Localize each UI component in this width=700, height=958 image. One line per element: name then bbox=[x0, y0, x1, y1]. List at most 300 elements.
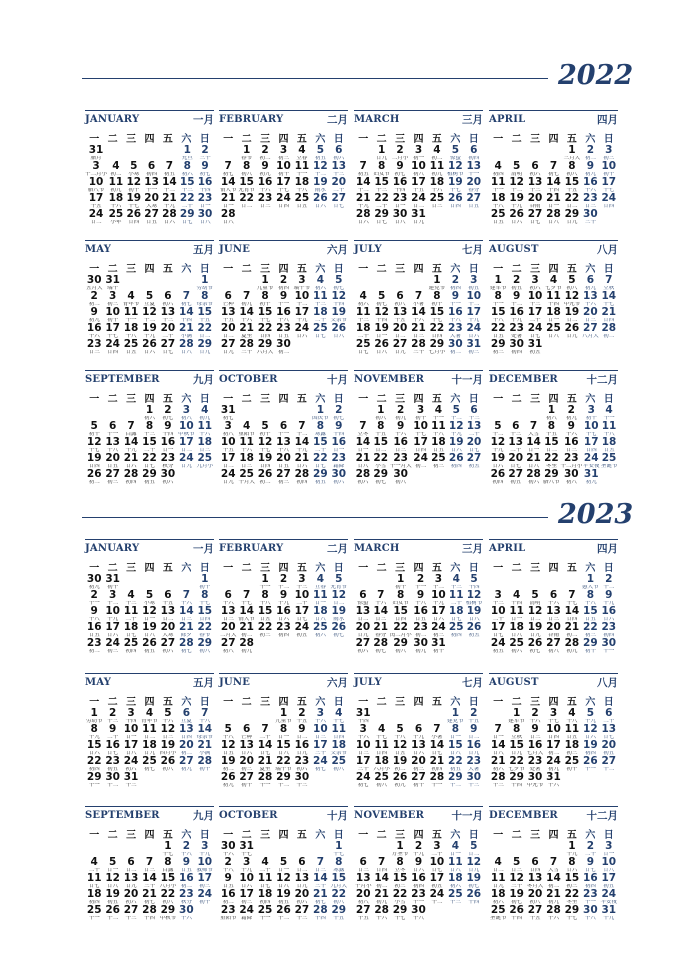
lunar-label: 初三 bbox=[277, 480, 289, 485]
day-number: 7 bbox=[224, 160, 232, 172]
day-cell bbox=[447, 574, 465, 590]
day-cell bbox=[581, 145, 599, 161]
lunar-label: 廿八 bbox=[449, 868, 461, 873]
day-cell bbox=[489, 724, 507, 740]
lunar-label: 初二 bbox=[241, 633, 253, 638]
weekday-label: 日 bbox=[333, 830, 344, 841]
day-number: 12 bbox=[160, 723, 176, 735]
day-number: 2 bbox=[261, 144, 269, 156]
month-name-cn: 七月 bbox=[462, 676, 483, 689]
weekday-label: 四 bbox=[413, 563, 424, 574]
weekday-label: 二 bbox=[376, 697, 387, 708]
day-cell bbox=[581, 606, 599, 622]
lunar-label: 初二 bbox=[259, 480, 271, 485]
day-cell bbox=[237, 622, 255, 638]
day-number: 11 bbox=[429, 160, 445, 172]
day-number: 6 bbox=[531, 856, 539, 868]
day-cell bbox=[237, 145, 255, 161]
day-cell bbox=[122, 307, 140, 323]
day-number: 31 bbox=[431, 637, 446, 649]
day-cell bbox=[330, 275, 348, 291]
day-number: 5 bbox=[164, 707, 172, 719]
lunar-label: 三十 bbox=[357, 767, 369, 772]
day-number: 3 bbox=[316, 707, 324, 719]
day-cell bbox=[581, 177, 599, 193]
day-number: 17 bbox=[601, 872, 617, 884]
day-cell bbox=[85, 161, 107, 177]
day-cell bbox=[430, 606, 448, 622]
day-number: 7 bbox=[261, 723, 269, 735]
day-cell bbox=[446, 291, 464, 307]
day-number: 20 bbox=[160, 621, 176, 633]
lunar-label: 廿八 bbox=[528, 464, 540, 469]
day-number: 31 bbox=[411, 208, 426, 220]
day-cell bbox=[177, 291, 195, 307]
day-number: 16 bbox=[583, 872, 598, 884]
day-cell bbox=[544, 307, 562, 323]
day-cell bbox=[274, 437, 292, 453]
lunar-label: 廿七 bbox=[333, 204, 345, 209]
day-cell bbox=[563, 905, 581, 921]
lunar-label: 十七 bbox=[241, 852, 253, 857]
lunar-label: 廿二 bbox=[468, 852, 480, 857]
lunar-label: 廿八 bbox=[603, 868, 615, 873]
day-cell bbox=[563, 708, 581, 724]
weekday-label: 三 bbox=[260, 134, 271, 145]
day-cell bbox=[447, 421, 465, 437]
lunar-label: 初八 bbox=[395, 480, 407, 485]
lunar-label: 十七 bbox=[566, 601, 578, 606]
day-cell bbox=[446, 724, 464, 740]
weekday-label: 五 bbox=[431, 134, 442, 145]
lunar-label: 初七 bbox=[547, 172, 559, 177]
lunar-label: 十三 bbox=[314, 302, 326, 307]
lunar-label: 廿六 bbox=[468, 334, 480, 339]
day-number: 15 bbox=[313, 436, 328, 448]
day-cell bbox=[311, 469, 329, 485]
lunar-label: 初六 bbox=[492, 767, 504, 772]
day-cell bbox=[177, 889, 195, 905]
day-number: 26 bbox=[313, 192, 328, 204]
day-cell bbox=[544, 708, 562, 724]
day-number: 22 bbox=[544, 452, 559, 464]
day-number: 23 bbox=[392, 192, 408, 204]
day-grid bbox=[219, 574, 348, 654]
weekday-label: 五 bbox=[162, 264, 173, 275]
day-cell bbox=[446, 873, 464, 889]
day-cell bbox=[563, 161, 581, 177]
day-cell bbox=[311, 437, 329, 453]
day-cell bbox=[409, 339, 427, 355]
day-number: 4 bbox=[549, 274, 558, 286]
lunar-label: 小寒 bbox=[143, 601, 155, 606]
day-number: 12 bbox=[313, 160, 328, 172]
lunar-label: 十六 bbox=[376, 916, 388, 921]
day-cell bbox=[330, 740, 348, 756]
weekday-label: 六 bbox=[585, 394, 596, 405]
day-number: 12 bbox=[527, 605, 543, 617]
day-number: 29 bbox=[197, 637, 213, 649]
day-number: 29 bbox=[564, 904, 580, 916]
lunar-label: 初五 bbox=[511, 286, 523, 291]
day-cell bbox=[237, 590, 255, 606]
day-number: 24 bbox=[601, 192, 617, 204]
weekday-label: 二 bbox=[107, 697, 118, 708]
day-cell bbox=[237, 339, 255, 355]
day-number: 8 bbox=[451, 723, 459, 735]
lunar-label: 初三 bbox=[241, 767, 253, 772]
day-cell bbox=[122, 622, 140, 638]
day-cell bbox=[465, 873, 483, 889]
day-cell bbox=[526, 275, 544, 291]
lunar-label: 廿三 bbox=[241, 464, 253, 469]
day-cell bbox=[311, 740, 329, 756]
month-name-en: OCTOBER bbox=[219, 809, 278, 821]
day-number: 23 bbox=[413, 621, 428, 633]
month-header bbox=[354, 110, 483, 127]
month-2022-october bbox=[219, 370, 348, 486]
weekday-label: 四 bbox=[144, 563, 155, 574]
lunar-label: 廿一 bbox=[449, 735, 461, 740]
weekday-label: 六 bbox=[585, 697, 596, 708]
day-number: 17 bbox=[431, 605, 446, 617]
weekday-label: 三 bbox=[395, 394, 406, 405]
weekday-label: 日 bbox=[199, 134, 210, 145]
weekday-label: 四 bbox=[413, 134, 424, 145]
day-number: 14 bbox=[179, 306, 194, 318]
lunar-label: 十七 bbox=[449, 188, 461, 193]
lunar-label: 二月大 bbox=[219, 633, 237, 638]
lunar-label: 十三 bbox=[357, 318, 369, 323]
lunar-label: 廿六 bbox=[163, 220, 175, 225]
lunar-label: 廿八 bbox=[107, 884, 119, 889]
day-number: 29 bbox=[160, 904, 176, 916]
lunar-label: 十三 bbox=[296, 585, 308, 590]
day-cell bbox=[390, 606, 412, 622]
day-number: 25 bbox=[197, 452, 213, 464]
day-cell bbox=[354, 469, 372, 485]
day-cell bbox=[372, 622, 390, 638]
lunar-label: 廿四 bbox=[107, 350, 119, 355]
lunar-label: 情人节 bbox=[219, 188, 237, 193]
lunar-label: 初二 bbox=[222, 900, 234, 905]
empty-cell bbox=[354, 841, 372, 857]
lunar-label: 初八 bbox=[222, 649, 234, 654]
day-number: 19 bbox=[220, 755, 236, 767]
day-cell bbox=[196, 622, 214, 638]
month-name-en: MARCH bbox=[354, 113, 400, 125]
day-number: 7 bbox=[568, 589, 576, 601]
day-cell bbox=[274, 469, 292, 485]
weekday-label: 五 bbox=[431, 563, 442, 574]
weekday-row bbox=[489, 559, 618, 574]
day-number: 23 bbox=[220, 904, 236, 916]
day-cell bbox=[582, 421, 600, 437]
day-number: 23 bbox=[86, 637, 102, 649]
lunar-label: 二十 bbox=[296, 601, 308, 606]
weekday-row bbox=[489, 130, 618, 145]
day-number: 29 bbox=[583, 637, 598, 649]
day-number: 13 bbox=[220, 306, 236, 318]
day-number: 25 bbox=[448, 888, 463, 900]
day-cell bbox=[507, 469, 525, 485]
day-cell bbox=[177, 905, 195, 921]
day-number: 19 bbox=[313, 176, 328, 188]
day-cell bbox=[391, 889, 409, 905]
day-number: 17 bbox=[294, 605, 310, 617]
day-number: 12 bbox=[142, 306, 157, 318]
weekday-label: 五 bbox=[296, 563, 307, 574]
day-cell bbox=[274, 291, 292, 307]
lunar-label: 十九 bbox=[163, 204, 175, 209]
lunar-label: 春分 bbox=[468, 188, 480, 193]
day-cell bbox=[409, 841, 427, 857]
weekday-label: 六 bbox=[181, 394, 192, 405]
day-cell bbox=[107, 193, 125, 209]
day-cell bbox=[159, 622, 177, 638]
lunar-label: 中元节 bbox=[526, 783, 544, 788]
day-cell bbox=[526, 873, 544, 889]
weekday-label: 一 bbox=[89, 697, 100, 708]
day-number: 5 bbox=[377, 290, 386, 302]
lunar-label: 青年节 bbox=[141, 719, 158, 724]
day-number: 15 bbox=[392, 872, 408, 884]
lunar-label: 初十 bbox=[199, 900, 211, 905]
day-number: 2 bbox=[298, 707, 306, 719]
day-cell bbox=[103, 421, 121, 437]
day-number: 24 bbox=[601, 888, 617, 900]
day-cell bbox=[582, 469, 600, 485]
day-cell bbox=[507, 889, 525, 905]
day-number: 25 bbox=[142, 755, 157, 767]
empty-cell bbox=[507, 574, 525, 590]
lunar-label: 廿二 bbox=[296, 735, 308, 740]
weekday-label: 四 bbox=[413, 264, 424, 275]
day-number: 18 bbox=[239, 452, 254, 464]
lunar-label: 廿二 bbox=[296, 868, 308, 873]
lunar-label: 廿七 bbox=[431, 751, 443, 756]
day-cell bbox=[372, 405, 390, 421]
year-title-2022: 2022 bbox=[558, 60, 634, 91]
lunar-label: 十四 bbox=[547, 188, 559, 193]
lunar-label: 廿六 bbox=[143, 350, 155, 355]
lunar-label: 廿二 bbox=[412, 204, 424, 209]
lunar-label: 廿九 bbox=[222, 480, 234, 485]
lunar-label: 十一 bbox=[449, 302, 461, 307]
day-cell bbox=[293, 177, 311, 193]
day-cell bbox=[600, 145, 618, 161]
lunar-label: 十三 bbox=[492, 601, 504, 606]
lunar-label: 初十 bbox=[199, 767, 211, 772]
lunar-label: 十六 bbox=[222, 852, 234, 857]
lunar-label: 初六 bbox=[125, 767, 137, 772]
day-number: 1 bbox=[494, 274, 502, 286]
day-number: 21 bbox=[373, 621, 389, 633]
weekday-label: 二 bbox=[107, 134, 118, 145]
lunar-label: 十七 bbox=[88, 448, 100, 453]
lunar-label: 廿一 bbox=[449, 852, 461, 857]
day-number: 8 bbox=[145, 420, 154, 432]
empty-cell bbox=[122, 405, 140, 421]
lunar-label: 廿一 bbox=[547, 204, 559, 209]
day-number: 8 bbox=[335, 856, 343, 868]
month-header bbox=[219, 370, 348, 387]
day-cell bbox=[489, 740, 507, 756]
day-cell bbox=[311, 606, 329, 622]
lunar-label: 十二 bbox=[143, 318, 155, 323]
day-number: 11 bbox=[313, 589, 328, 601]
day-cell bbox=[525, 469, 543, 485]
day-number: 8 bbox=[316, 420, 324, 432]
lunar-label: 廿五 bbox=[222, 751, 234, 756]
weekday-label: 一 bbox=[358, 264, 369, 275]
day-number: 20 bbox=[527, 888, 543, 900]
day-cell bbox=[372, 873, 390, 889]
day-grid bbox=[354, 145, 483, 225]
day-cell bbox=[581, 889, 599, 905]
day-grid bbox=[219, 275, 348, 355]
day-number: 18 bbox=[142, 739, 157, 751]
day-number: 10 bbox=[355, 739, 371, 751]
day-number: 4 bbox=[201, 404, 209, 416]
lunar-label: 十六 bbox=[412, 318, 424, 323]
day-cell bbox=[311, 857, 329, 873]
day-cell bbox=[507, 193, 525, 209]
day-cell bbox=[412, 405, 430, 421]
day-cell bbox=[465, 421, 483, 437]
day-number: 9 bbox=[261, 160, 269, 172]
day-cell bbox=[237, 857, 255, 873]
day-cell bbox=[560, 437, 582, 453]
lunar-label: 三十 bbox=[199, 156, 211, 161]
weekday-row bbox=[354, 390, 483, 405]
day-cell bbox=[140, 453, 158, 469]
month-name-en: JULY bbox=[354, 676, 382, 688]
lunar-label: 十五 bbox=[394, 318, 406, 323]
day-cell bbox=[372, 209, 390, 225]
lunar-label: 初四 bbox=[492, 480, 504, 485]
day-number: 25 bbox=[374, 771, 389, 783]
day-cell bbox=[581, 291, 599, 307]
lunar-label: 腊月 bbox=[90, 156, 102, 161]
lunar-label: 白露 bbox=[125, 432, 137, 437]
day-cell bbox=[412, 622, 430, 638]
month-header bbox=[219, 539, 348, 556]
day-number: 18 bbox=[355, 322, 371, 334]
empty-cell bbox=[219, 275, 237, 291]
lunar-label: 十一 bbox=[277, 302, 289, 307]
day-number: 13 bbox=[160, 605, 176, 617]
day-number: 21 bbox=[355, 192, 371, 204]
day-number: 27 bbox=[179, 755, 194, 767]
month-name-en: APRIL bbox=[489, 542, 526, 554]
lunar-label: 初四 bbox=[259, 900, 271, 905]
day-cell bbox=[177, 307, 195, 323]
weekday-label: 一 bbox=[223, 394, 234, 405]
lunar-label: 廿二 bbox=[357, 617, 369, 622]
month-header bbox=[219, 806, 348, 823]
day-cell bbox=[311, 756, 329, 772]
day-cell bbox=[293, 889, 311, 905]
lunar-label: 初六 bbox=[314, 633, 326, 638]
lunar-label: 十一 bbox=[259, 585, 271, 590]
day-cell bbox=[330, 857, 348, 873]
day-cell bbox=[544, 606, 562, 622]
day-number: 31 bbox=[123, 771, 139, 783]
day-number: 25 bbox=[564, 755, 580, 767]
day-cell bbox=[563, 590, 581, 606]
lunar-label: 廿八 bbox=[143, 633, 155, 638]
day-cell bbox=[430, 421, 448, 437]
day-cell bbox=[409, 307, 427, 323]
lunar-label: 十八 bbox=[296, 188, 308, 193]
day-cell bbox=[256, 437, 274, 453]
day-cell bbox=[274, 193, 292, 209]
empty-cell bbox=[354, 275, 372, 291]
weekday-row bbox=[489, 826, 618, 841]
day-number: 16 bbox=[276, 306, 291, 318]
lunar-label: 初二 bbox=[180, 884, 192, 889]
empty-cell bbox=[103, 405, 121, 421]
day-cell bbox=[507, 209, 525, 225]
day-number: 28 bbox=[197, 755, 213, 767]
lunar-label: 十二 bbox=[357, 188, 369, 193]
weekday-label: 日 bbox=[468, 563, 479, 574]
lunar-label: 廿四 bbox=[547, 735, 559, 740]
day-number: 8 bbox=[568, 160, 576, 172]
lunar-label: 夏至 bbox=[259, 767, 271, 772]
day-number: 2 bbox=[90, 589, 98, 601]
day-number: 11 bbox=[86, 872, 102, 884]
lunar-label: 十一 bbox=[125, 318, 137, 323]
empty-cell bbox=[140, 841, 158, 857]
lunar-label: 廿四 bbox=[128, 220, 140, 225]
day-cell bbox=[525, 437, 543, 453]
day-cell bbox=[103, 638, 121, 654]
day-number: 1 bbox=[145, 404, 154, 416]
day-cell bbox=[563, 177, 581, 193]
day-cell bbox=[219, 740, 237, 756]
lunar-label: 十七 bbox=[199, 601, 211, 606]
lunar-label: 十七 bbox=[333, 719, 345, 724]
day-cell bbox=[600, 905, 618, 921]
day-number: 1 bbox=[201, 274, 209, 286]
day-cell bbox=[256, 177, 274, 193]
day-cell bbox=[293, 905, 311, 921]
lunar-label: 芒种 bbox=[222, 302, 234, 307]
day-cell bbox=[507, 161, 525, 177]
day-number: 23 bbox=[197, 192, 213, 204]
day-cell bbox=[219, 622, 237, 638]
day-cell bbox=[446, 740, 464, 756]
month-header bbox=[85, 673, 214, 690]
day-number: 31 bbox=[601, 904, 617, 916]
lunar-label: 二十 bbox=[88, 868, 100, 873]
month-header bbox=[219, 110, 348, 127]
day-number: 4 bbox=[434, 404, 443, 416]
day-number: 24 bbox=[105, 338, 120, 350]
lunar-label: 廿二 bbox=[566, 204, 578, 209]
empty-cell bbox=[122, 275, 140, 291]
month-2022-june bbox=[219, 240, 348, 356]
day-number: 4 bbox=[568, 707, 576, 719]
day-number: 18 bbox=[546, 306, 561, 318]
lunar-label: 小年 bbox=[110, 220, 122, 225]
weekday-label: 四 bbox=[548, 394, 559, 405]
day-cell bbox=[489, 209, 507, 225]
day-grid bbox=[219, 841, 348, 921]
lunar-label: 廿一 bbox=[125, 735, 137, 740]
